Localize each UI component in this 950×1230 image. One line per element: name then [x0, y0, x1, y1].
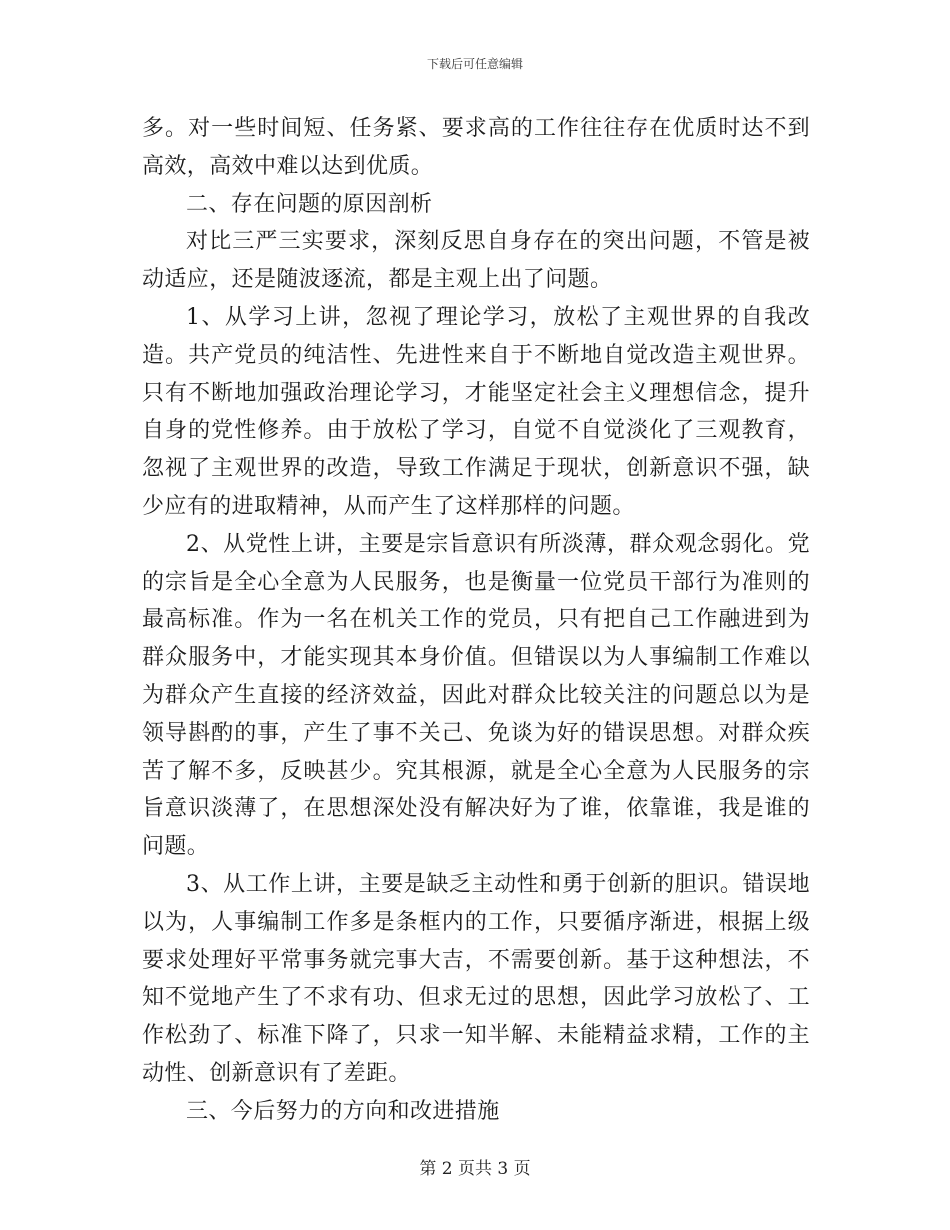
page-number: 第 2 页共 3 页 — [419, 1159, 531, 1179]
paragraph-continuation: 多。对一些时间短、任务紧、要求高的工作往往存在优质时达不到高效，高效中难以达到优质。 — [142, 116, 810, 179]
section-heading-causes: 二、存在问题的原因剖析 — [186, 191, 433, 217]
document-body — [142, 110, 810, 1131]
page-header: 下载后可任意编辑 — [426, 57, 523, 71]
paragraph-intro: 对比三严三实要求，深刻反思自身存在的突出问题，不管是被动适应，还是随波逐流，都是主观上出了问题。 — [142, 229, 810, 293]
paragraph-study: 1、从学习上讲，忽视了理论学习，放松了主观世界的自我改造。共产党员的纯洁性、先进性来自于不断地自觉改造主观世界。只有不断地加强政治理论学习，才能坚定社会主义理想信念，提升自身的党性修养。由于放松了学习，自觉不自觉淡化了三观教育，忽视了主观世界的改造，导致工作满足于现状，创新意识不强，缺少应有的进取精神，从而产生了这样那样的问题。 — [142, 304, 810, 519]
paragraph-party-spirit: 2、从党性上讲，主要是宗旨意识有所淡薄，群众观念弱化。党的宗旨是全心全意为人民服务，也是衡量一位党员干部行为准则的最高标准。作为一名在机关工作的党员，只有把自己工作融进到为群众服务中，才能实现其本身价值。但错误以为人事编制工作难以为群众产生直接的经济效益，因此对群众比较关注的问题总以为是领导斟酌的事，产生了事不关己、免谈为好的错误思想。对群众疾苦了解不多，反映甚少。究其根源，就是全心全意为人民服务的宗旨意识淡薄了，在思想深处没有解决好为了谁，依靠谁，我是谁的问题。 — [142, 531, 810, 860]
paragraph-work: 3、从工作上讲，主要是缺乏主动性和勇于创新的胆识。错误地以为，人事编制工作多是条框内的工作，只要循序渐进，根据上级要求处理好平常事务就完事大吉，不需要创新。基于这种想法，不知不觉地产生了不求有功、但求无过的思想，因此学习放松了、工作松劲了、标准下降了，只求一知半解、未能精益求精，工作的主动性、创新意识有了差距。 — [142, 871, 810, 1086]
section-heading-measures: 三、今后努力的方向和改进措施 — [186, 1098, 500, 1124]
